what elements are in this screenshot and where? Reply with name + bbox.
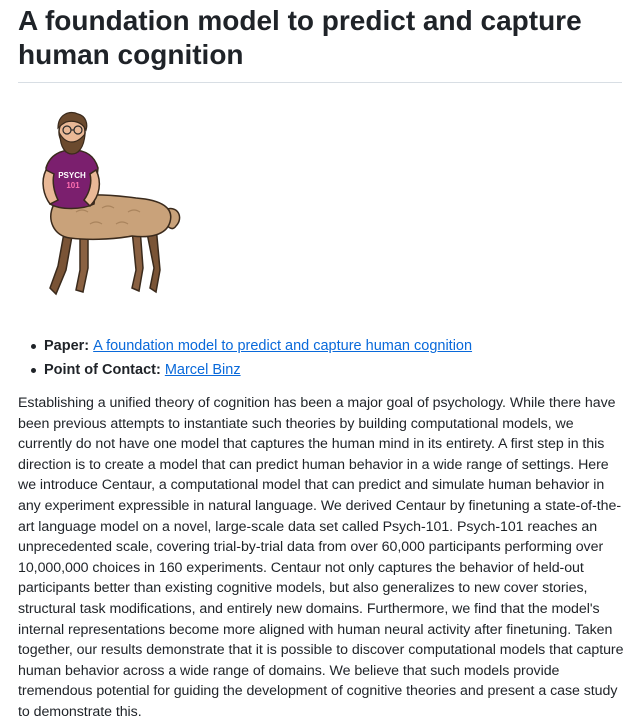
shirt-text-psych: PSYCH bbox=[58, 171, 86, 180]
bullet bbox=[31, 344, 36, 349]
paper-label: Paper: bbox=[44, 338, 94, 354]
bullet bbox=[31, 368, 36, 373]
abstract-paragraph: Establishing a unified theory of cognition has been a major goal of psychology. While there have been previous attempts to instantiate such theories by building computational models, we currently do not have one model that captures the human mind in its entirety. A first step in this direction is to create a model that can predict human behavior in a wide range of settings. Here we introduce Centaur, a computational model that can predict and simulate human behavior in any experiment expressible in natural language. We derived Centaur by finetuning a state-of-the-art language model on a novel, large-scale data set called Psych-101. Psych-101 reaches an unprecedented scale, covering trial-by-trial data from over 60,000 participants performing over 10,000,000 choices in 160 experiments. Centaur not only captures the behavior of held-out participants better than existing cognitive models, but also generalizes to new cover stories, structural task modifications, and entirely new domains. Furthermore, we find that the model's internal representations become more aligned with human neural activity after finetuning. Taken together, our results demonstrate that it is possible to discover computational models that capture human behavior across a wide range of domains. We believe that such models provide tremendous potential for guiding the development of cognitive theories and present a case study to demonstrate this. bbox=[18, 395, 624, 720]
info-list bbox=[44, 334, 472, 382]
contact-label: Point of Contact: bbox=[44, 362, 165, 378]
list-item-contact bbox=[44, 358, 472, 382]
list-item-paper bbox=[44, 334, 472, 358]
shirt-text-101: 101 bbox=[66, 181, 80, 190]
contact-link[interactable]: Marcel Binz bbox=[164, 362, 241, 378]
page-title: A foundation model to predict and capture human cognition bbox=[18, 4, 622, 83]
centaur-icon bbox=[43, 113, 180, 294]
centaur-illustration bbox=[36, 108, 186, 303]
paper-link[interactable]: A foundation model to predict and capture human cognition bbox=[93, 338, 473, 354]
